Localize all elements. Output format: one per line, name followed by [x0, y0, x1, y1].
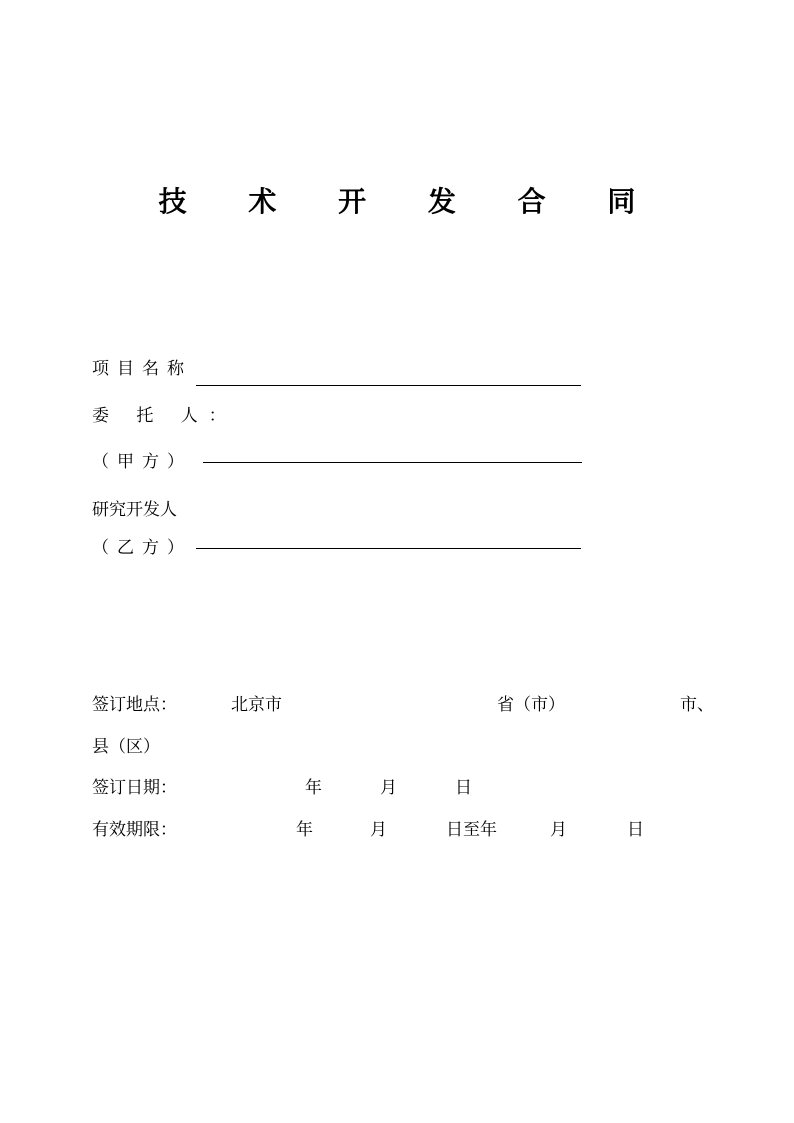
party-a-label: （甲方） [92, 452, 192, 472]
validity-day-2: 日 [627, 820, 644, 840]
validity-label: 有效期限： [92, 820, 177, 840]
signing-date-label: 签订日期： [92, 778, 177, 798]
validity-month-2: 月 [550, 820, 567, 840]
project-name-label: 项目名称 [92, 359, 192, 379]
signing-date-month: 月 [380, 778, 397, 798]
validity-month: 月 [370, 820, 387, 840]
signing-place-city: 北京市 [231, 695, 282, 715]
client-label: 委 托 人： [92, 406, 237, 426]
developer-label: 研究开发人 [92, 500, 177, 520]
validity-year: 年 [296, 820, 313, 840]
signing-place-county: 县（区） [92, 737, 160, 757]
party-b-blank-line [196, 548, 581, 549]
signing-date-day: 日 [455, 778, 472, 798]
validity-day-to-year: 日至年 [446, 820, 497, 840]
signing-date-year: 年 [305, 778, 322, 798]
document-title: 技 术 开 发 合 同 [158, 185, 662, 218]
signing-place-province: 省（市） [497, 695, 565, 715]
signing-place-city-suffix: 市、 [680, 695, 714, 715]
project-name-blank-line [196, 385, 581, 386]
party-a-blank-line [203, 462, 582, 463]
party-b-label: （乙方） [92, 538, 192, 558]
signing-place-label: 签订地点： [92, 695, 177, 715]
